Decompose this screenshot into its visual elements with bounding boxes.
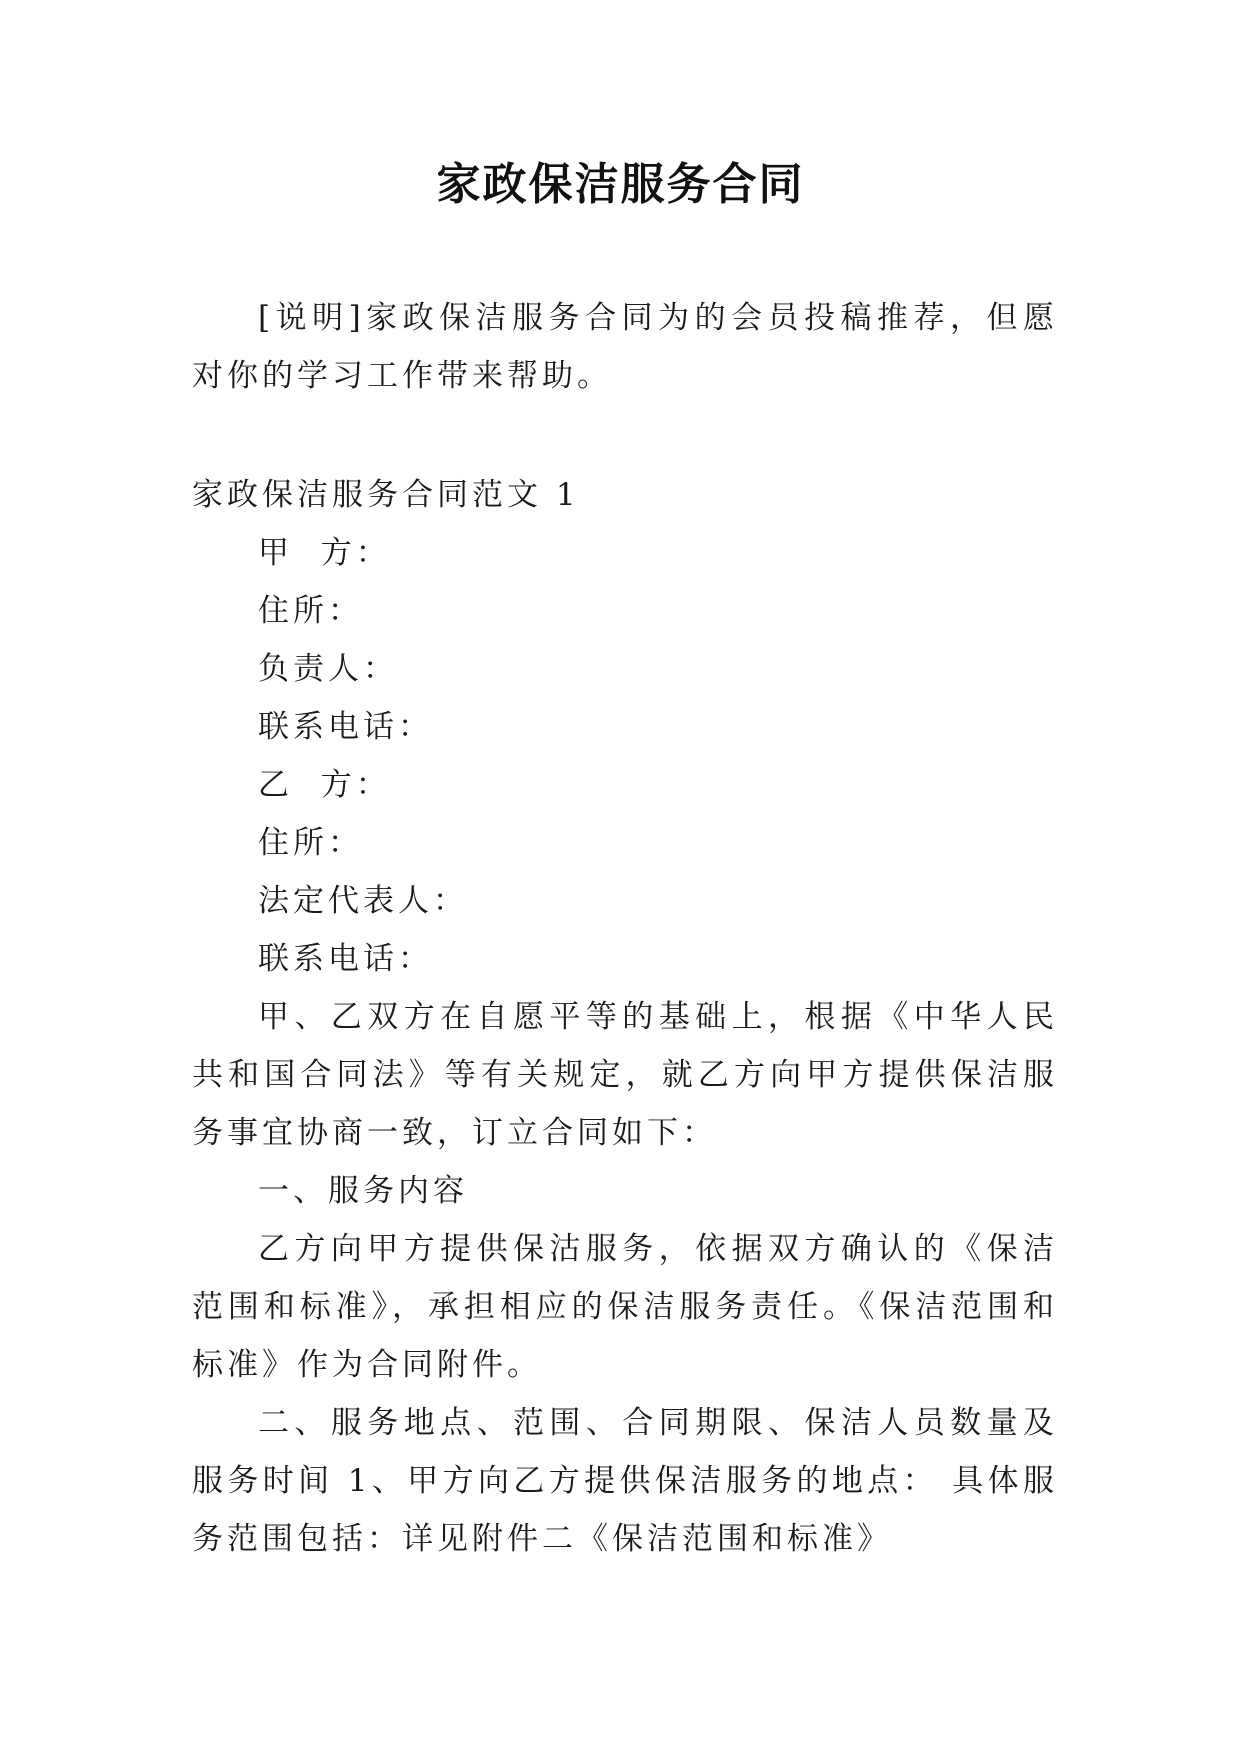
clause-1-paragraph: 乙方向甲方提供保沽服务，依据双方确认的《保洁范围和标准》，承担相应的保洁服务责任。《保洁范围和标准》作为合同附件。 <box>192 1231 1058 1383</box>
clause-1-heading: 一、服务内容 <box>258 1173 468 1209</box>
document-title: 家政保洁服务合同 <box>436 159 805 210</box>
party-a-contact-person-label: 负责人： <box>258 651 398 687</box>
intro-paragraph: [说明]家政保洁服务合同为的会员投稿推荐，但愿对你的学习工作带来帮助。 <box>192 300 1058 394</box>
party-b-legal-rep-label: 法定代表人： <box>258 883 468 919</box>
section-heading: 家政保洁服务合同范文 1 <box>192 477 580 513</box>
clause-2-paragraph: 二、服务地点、范围、合同期限、保洁人员数量及服务时间 1、甲方向乙方提供保洁服务的地点： 具体服务范围包括：详见附件二《保洁范围和标准》 <box>192 1405 1058 1557</box>
contract-section <box>192 466 1058 1568</box>
intro-block <box>192 289 1058 405</box>
party-a-address-label: 住所： <box>258 593 363 629</box>
party-a-label: 甲 方： <box>258 535 391 571</box>
party-b-label: 乙 方： <box>258 767 391 803</box>
party-a-phone-label: 联系电话： <box>258 709 433 745</box>
preamble-paragraph: 甲、乙双方在自愿平等的基础上，根据《中华人民共和国合同法》等有关规定，就乙方向甲方提供保洁服务事宜协商一致，订立合同如下： <box>192 999 1058 1151</box>
party-b-phone-label: 联系电话： <box>258 941 433 977</box>
party-b-address-label: 住所： <box>258 825 363 861</box>
